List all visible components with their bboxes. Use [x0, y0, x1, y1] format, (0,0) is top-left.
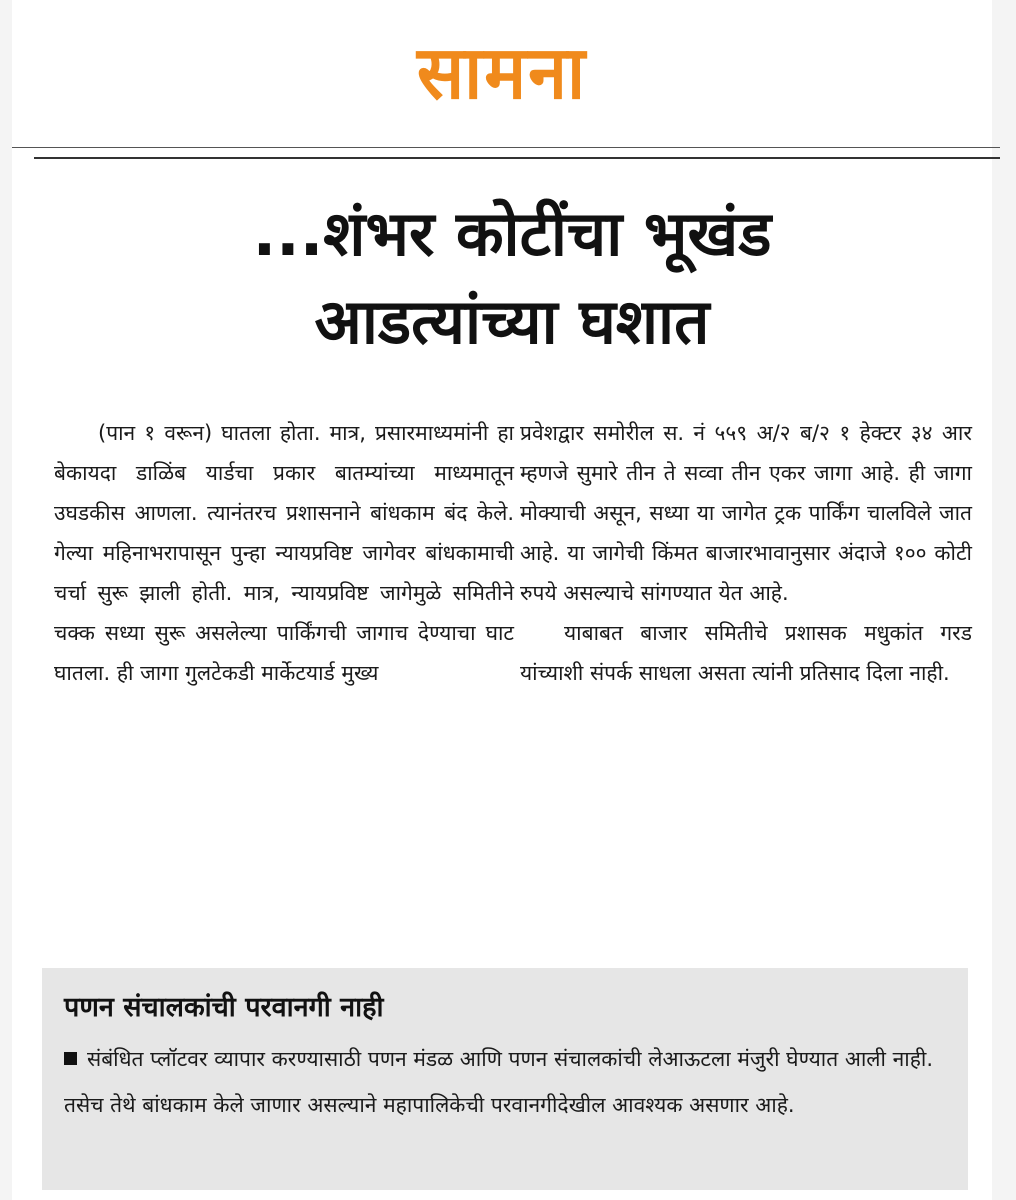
masthead-divider — [12, 147, 1000, 148]
square-bullet-icon — [64, 1052, 77, 1065]
masthead — [12, 0, 992, 145]
article-paragraph — [54, 413, 514, 693]
box-title: पणन संचालकांची परवानगी नाही — [64, 992, 384, 1023]
newspaper-clipping — [12, 0, 992, 1200]
headline-line-2: आडत्यांच्या घशात — [314, 285, 710, 358]
article-paragraph: याबाबत बाजार समितीचे प्रशासक मधुकांत गरड यांच्याशी संपर्क साधला असता त्यांनी प्रतिसाद दिला नाही. — [520, 621, 972, 685]
sidebar-box — [42, 968, 968, 1190]
newspaper-logo: सामना — [416, 29, 588, 116]
box-body — [64, 1036, 964, 1128]
headline — [42, 190, 982, 366]
continuation-prefix: (पान १ वरून) — [98, 421, 213, 445]
headline-line-1: ...शंभर कोटींचा भूखंड — [252, 197, 772, 270]
article-column-right — [520, 413, 972, 693]
box-text: संबंधित प्लॉटवर व्यापार करण्यासाठी पणन मंडळ आणि पणन संचालकांची लेआऊटला मंजुरी घेण्यात आली नाही. तसेच तेथे बांधकाम केले जाणार असल्याने महापालिकेची परवानगीदेखील आवश्यक असणार आहे. — [64, 1047, 934, 1117]
article-top-rule — [34, 157, 1000, 159]
article-column-left — [54, 413, 514, 693]
paragraph-text: घातला होता. मात्र, प्रसारमाध्यमांनी हा बेकायदा डाळिंब यार्डचा प्रकार बातम्यांच्या माध्यमातून उघडकीस आणला. त्यानंतरच प्रशासनाने बांधकाम बंद केले. गेल्या महिनाभरापासून पुन्हा न्यायप्रविष्ट जागेवर बांधकामाची चर्चा सुरू झाली होती. मात्र, न्यायप्रविष्ट जागेमुळे समितीने चक्क सध्या सुरू असलेल्या पार्किंगची जागाच देण्याचा घाट घातला. ही जागा गुलटेकडी मार्केटयार्ड मुख्य — [54, 421, 514, 685]
article-paragraph: प्रवेशद्वार समोरील स. नं ५५९ अ/२ ब/२ १ हेक्टर ३४ आर म्हणजे सुमारे तीन ते सव्वा तीन एकर जागा आहे. ही जागा मोक्याची असून, सध्या या जागेत ट्रक पार्किंग चालविले जात आहे. या जागेची किंमत बाजारभावानुसार अंदाजे १०० कोटी रुपये असल्याचे सांगण्यात येत आहे. — [520, 421, 972, 605]
